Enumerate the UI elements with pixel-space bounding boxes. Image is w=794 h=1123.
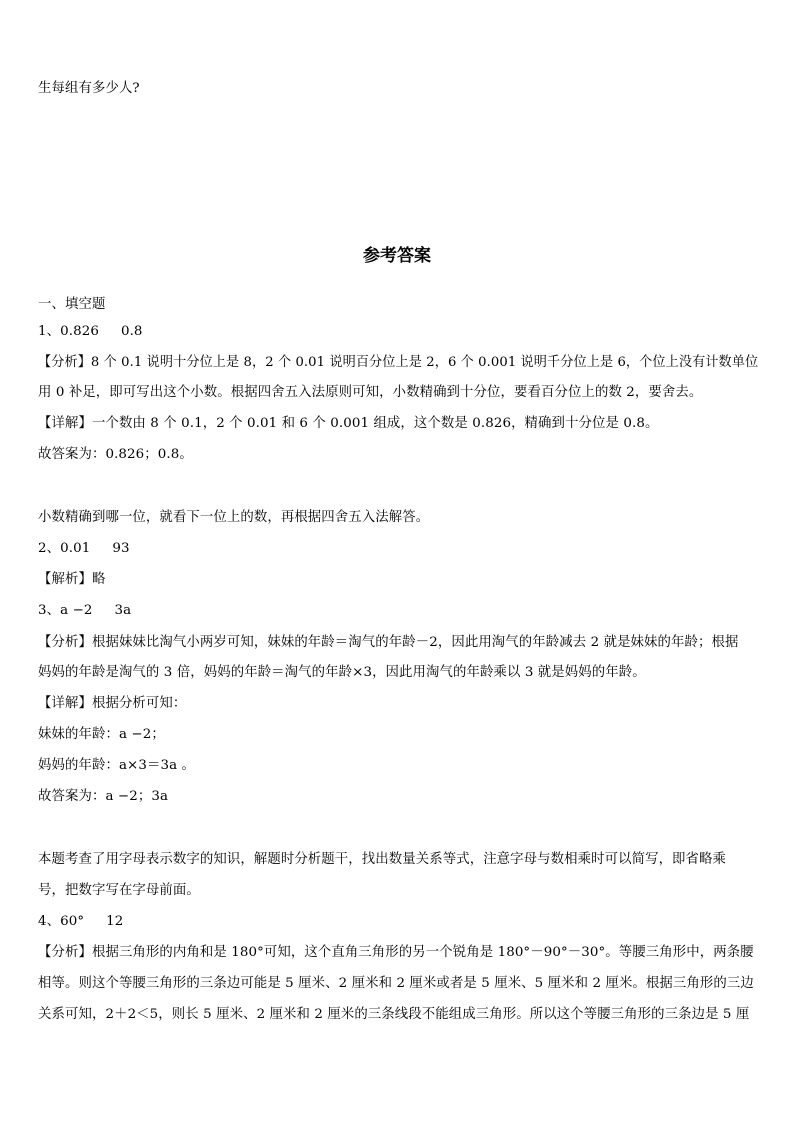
q2-analysis: 【解析】略	[38, 572, 106, 587]
q3-sister-age: 妹妹的年龄：a −2；	[38, 727, 165, 742]
q1-note: 小数精确到哪一位，就看下一位上的数，再根据四舍五入法解答。	[38, 510, 430, 525]
q1-analysis-line-2: 用 0 补足，即可写出这个小数。根据四舍五入法原则可知，小数精确到十分位，要看百分位上的数 2，要舍去。	[38, 385, 703, 400]
q3-mother-age: 妈妈的年龄：a×3＝3a 。	[38, 758, 196, 773]
q3-note-line-1: 本题考查了用字母表示数字的知识，解题时分析题干，找出数量关系等式，注意字母与数相乘时可以简写，即省略乘	[38, 852, 727, 867]
q3-final-answer: 故答案为：a −2；3a	[38, 789, 169, 804]
q3-analysis-line-1: 【分析】根据妹妹比淘气小两岁可知，妹妹的年龄＝淘气的年龄－2，因此用淘气的年龄减去 2 就是妹妹的年龄；根据	[38, 635, 739, 650]
q2-answer-1: 2、0.01	[38, 541, 91, 556]
q1-final-answer: 故答案为：0.826；0.8。	[38, 447, 193, 462]
q1-answer-1: 1、0.826	[38, 324, 99, 339]
q4-analysis-line-2: 相等。则这个等腰三角形的三条边可能是 5 厘米、2 厘米和 2 厘米或者是 5 厘米、5 厘米和 2 厘米。根据三角形的三边	[38, 976, 754, 991]
question-fragment: 生每组有多少人?	[38, 81, 140, 96]
q3-answer-2: 3a	[114, 603, 132, 618]
q4-analysis-line-3: 关系可知，2＋2＜5，则长 5 厘米、2 厘米和 2 厘米的三条线段不能组成三角形。所以这个等腰三角形的三条边是 5 厘	[38, 1007, 750, 1022]
q3-detail-heading: 【详解】根据分析可知：	[38, 696, 187, 711]
q3-answers	[38, 601, 131, 621]
q2-answers	[38, 539, 130, 559]
q4-answer-2: 12	[106, 914, 124, 929]
q3-answer-1: a −2	[60, 603, 93, 618]
q4-analysis-line-1: 【分析】根据三角形的内角和是 180°可知，这个直角三角形的另一个锐角是 180°－90°－30°。等腰三角形中，两条腰	[38, 945, 754, 960]
q1-analysis-line-1: 【分析】8 个 0.1 说明十分位上是 8，2 个 0.01 说明百分位上是 2，6 个 0.001 说明千分位上是 6，个位上没有计数单位	[38, 355, 759, 370]
section-heading: 一、填空题	[38, 297, 106, 312]
q3-label: 3、	[38, 603, 61, 618]
q3-note-line-2: 号，把数字写在字母前面。	[38, 883, 200, 898]
q1-answers	[38, 322, 143, 342]
q1-answer-2: 0.8	[120, 324, 143, 339]
q4-answers	[38, 912, 123, 932]
q3-analysis-line-2: 妈妈的年龄是淘气的 3 倍，妈妈的年龄＝淘气的年龄×3，因此用淘气的年龄乘以 3 就是妈妈的年龄。	[38, 665, 646, 680]
answer-title: 参考答案	[363, 246, 431, 266]
q4-answer-1: 4、60°	[38, 914, 85, 929]
q2-answer-2: 93	[112, 541, 130, 556]
q1-detail: 【详解】一个数由 8 个 0.1，2 个 0.01 和 6 个 0.001 组成，这个数是 0.826，精确到十分位是 0.8。	[38, 416, 659, 431]
